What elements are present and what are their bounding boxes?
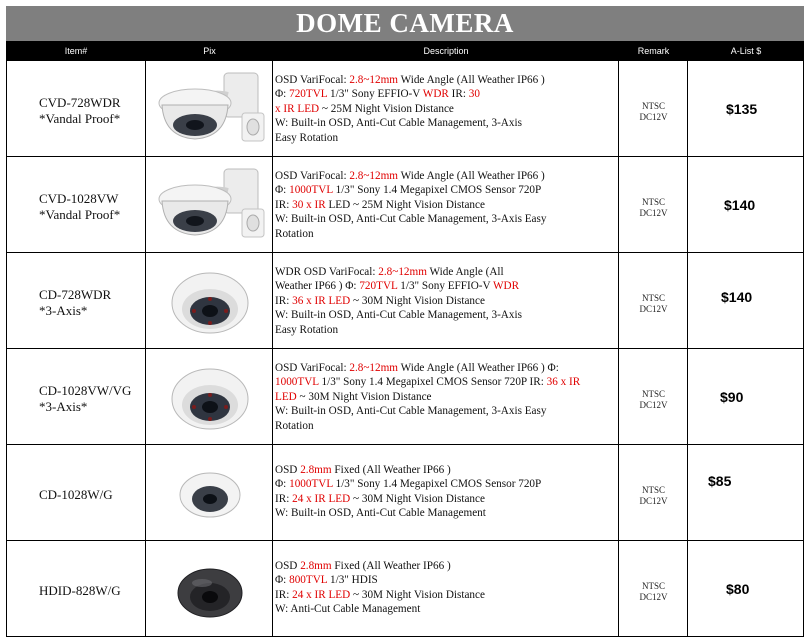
description-cell [273,349,619,444]
spec-highlight: 1000TVL [275,376,319,389]
item-cell [6,157,146,252]
spec-text: ~ 30M Night Vision Distance [350,294,485,307]
spec-text: Easy Rotation [275,131,339,144]
description-line [275,294,617,308]
remark-cell [619,157,688,252]
table-row [6,61,804,157]
description-line [275,198,617,212]
spec-text: W: Anti-Cut Cable Management [275,603,421,616]
spec-highlight: x IR LED [275,102,320,115]
description-line [275,116,617,130]
spec-text: OSD [275,560,301,572]
spec-text: W: Built-in OSD, Anti-Cut Cable Management, 3-Axis [275,309,522,322]
header-price: A-List $ [730,46,762,56]
spec-text: Easy Rotation [275,323,339,336]
spec-text: Φ: [275,88,290,101]
item-number [39,383,145,415]
description-line [275,361,617,375]
description-line [275,573,617,587]
item-line: *Vandal Proof* [39,111,121,126]
description-line [275,390,617,404]
remark-line: DC12V [639,304,668,314]
remark-line: DC12V [639,208,668,218]
spec-highlight: 2.8mm [300,560,332,572]
description-cell [273,61,619,156]
remark-line: DC12V [639,112,668,122]
remark-line: NTSC [641,389,665,399]
spec-text: Fixed (All Weather IP66 ) [331,560,451,572]
sheet-title: DOME CAMERA [6,6,804,41]
remark-text [619,197,688,219]
spec-text: ~ 30M Night Vision Distance [350,492,485,505]
description-line [275,279,617,293]
description-cell [273,157,619,252]
item-number [39,583,145,599]
spec-text: Rotation [275,227,314,240]
description-line [275,308,617,322]
spec-text: Wide Angle (All Weather IP66 ) [398,170,545,182]
spec-text: IR: [275,588,293,601]
spec-highlight: WDR [422,88,449,101]
price-cell [688,541,804,636]
item-line: CVD-1028VW [39,191,119,206]
remark-line: DC12V [639,592,668,602]
remark-line: NTSC [641,197,665,207]
spec-highlight: 2.8~12mm [349,362,399,374]
item-line: *3-Axis* [39,399,88,414]
remark-text [619,293,688,315]
spec-text: IR: [275,294,293,307]
pix-cell [146,349,273,444]
spec-highlight: 2.8~12mm [378,266,427,278]
spec-text: 1/3" Sony 1.4 Megapixel CMOS Sensor 720P [332,478,542,491]
pix-cell [146,253,273,348]
spec-text: W: Built-in OSD, Anti-Cut Cable Management [275,507,486,520]
remark-line: NTSC [641,485,665,495]
spec-highlight: 2.8~12mm [349,74,399,86]
spec-highlight: 720TVL [359,280,398,293]
price-cell [688,253,804,348]
spec-highlight: 800TVL [289,574,328,587]
description-line [275,73,617,87]
description-line [275,588,617,602]
item-line: CD-728WDR [39,287,112,302]
remark-line: NTSC [641,293,665,303]
header-remark: Remark [637,46,670,56]
table-row [6,157,804,253]
description-cell [273,253,619,348]
item-number [39,191,145,223]
item-number [39,287,145,319]
table-header [6,41,804,61]
description-line [275,602,617,616]
description-cell [273,445,619,540]
spec-text: Fixed (All Weather IP66 ) [331,464,451,476]
item-cell [6,349,146,444]
description-line [275,323,617,337]
pix-cell [146,445,273,540]
price-cell [688,157,804,252]
item-cell [6,253,146,348]
item-cell [6,541,146,636]
spec-highlight: 24 x IR LED [292,588,351,601]
price-value: $140 [721,289,753,305]
spec-highlight: 2.8mm [300,464,332,476]
remark-text [619,389,688,411]
pix-cell [146,541,273,636]
description-text [275,265,617,337]
item-line: CVD-728WDR [39,95,121,110]
price-value: $85 [708,473,732,489]
item-line: CD-1028W/G [39,487,113,502]
spec-text: W: Built-in OSD, Anti-Cut Cable Management, 3-Axis [275,117,522,130]
description-line [275,131,617,145]
spec-text: Wide Angle (All Weather IP66 ) Φ: [398,362,559,374]
item-cell [6,445,146,540]
item-line: CD-1028VW/VG [39,383,132,398]
description-text [275,559,617,617]
pix-cell [146,61,273,156]
remark-text [619,101,688,123]
spec-highlight: 2.8~12mm [349,170,399,182]
spec-text: IR: [275,492,293,505]
spec-text: OSD VariFocal: [275,74,350,86]
item-line: *Vandal Proof* [39,207,121,222]
remark-line: NTSC [641,581,665,591]
description-line [275,212,617,226]
spec-highlight: LED [275,390,297,403]
table-row [6,541,804,637]
spec-text: 1/3" HDIS [327,574,378,587]
table-row [6,445,804,541]
remark-cell [619,349,688,444]
price-value: $90 [720,389,744,405]
spec-text: Wide Angle (All [426,266,504,278]
spec-text: ~ 30M Night Vision Distance [350,588,485,601]
description-line [275,102,617,116]
table-row [6,253,804,349]
remark-text [619,485,688,507]
spec-text: Φ: [275,184,290,197]
spec-text: 1/3" Sony 1.4 Megapixel CMOS Sensor 720P IR: [318,376,547,389]
spec-text: OSD [275,464,301,476]
description-text [275,361,617,433]
spec-text: ~ 30M Night Vision Distance [296,390,432,403]
header-pix: Pix [203,46,216,56]
spec-highlight: 36 x IR [546,376,581,389]
description-text [275,169,617,241]
spec-text: ~ 25M Night Vision Distance [319,102,454,115]
description-text [275,73,617,145]
description-line [275,477,617,491]
spec-text: Rotation [275,419,314,432]
description-cell [273,541,619,636]
spec-text: W: Built-in OSD, Anti-Cut Cable Management, 3-Axis Easy [275,213,547,226]
spec-text: IR: [275,198,293,211]
table-row [6,349,804,445]
spec-text: Wide Angle (All Weather IP66 ) [398,74,545,86]
spec-highlight: 30 [468,88,480,101]
spec-text: LED ~ 25M Night Vision Distance [325,198,485,211]
remark-cell [619,445,688,540]
spec-text: 1/3" Sony EFFIO-V [327,88,423,101]
spec-text: IR: [448,88,469,101]
pix-cell [146,157,273,252]
spec-highlight: 1000TVL [289,478,333,491]
header-item: Item# [64,46,88,56]
spec-text: OSD VariFocal: [275,362,350,374]
description-line [275,404,617,418]
remark-cell [619,541,688,636]
description-line [275,169,617,183]
spec-highlight: 36 x IR LED [292,294,351,307]
description-text [275,463,617,521]
spec-highlight: 24 x IR LED [292,492,351,505]
description-line [275,265,617,279]
price-sheet [6,6,804,634]
spec-text: WDR OSD VariFocal: [275,266,379,278]
remark-cell [619,61,688,156]
price-cell [688,349,804,444]
description-line [275,492,617,506]
item-line: *3-Axis* [39,303,88,318]
item-line: HDID-828W/G [39,583,121,598]
header-description: Description [423,46,469,56]
remark-text [619,581,688,603]
price-value: $140 [724,197,756,213]
price-value: $135 [726,101,758,117]
spec-text: W: Built-in OSD, Anti-Cut Cable Management, 3-Axis Easy [275,405,547,418]
price-value: $80 [726,581,750,597]
spec-highlight: 30 x IR [292,198,326,211]
spec-highlight: WDR [493,280,520,293]
remark-line: DC12V [639,496,668,506]
price-cell [688,445,804,540]
spec-text: 1/3" Sony 1.4 Megapixel CMOS Sensor 720P [332,184,542,197]
description-line [275,559,617,573]
spec-highlight: 720TVL [289,88,328,101]
spec-text: OSD VariFocal: [275,170,350,182]
spec-text: Φ: [275,478,290,491]
spec-text: Φ: [275,574,290,587]
spec-highlight: 1000TVL [289,184,333,197]
item-number [39,95,145,127]
remark-line: NTSC [641,101,665,111]
description-line [275,463,617,477]
item-cell [6,61,146,156]
spec-text: 1/3" Sony EFFIO-V [397,280,493,293]
description-line [275,87,617,101]
description-line [275,419,617,433]
description-line [275,375,617,389]
price-cell [688,61,804,156]
remark-line: DC12V [639,400,668,410]
item-number [39,487,145,503]
spec-text: Weather IP66 ) Φ: [275,280,360,293]
remark-cell [619,253,688,348]
description-line [275,183,617,197]
description-line [275,227,617,241]
description-line [275,506,617,520]
